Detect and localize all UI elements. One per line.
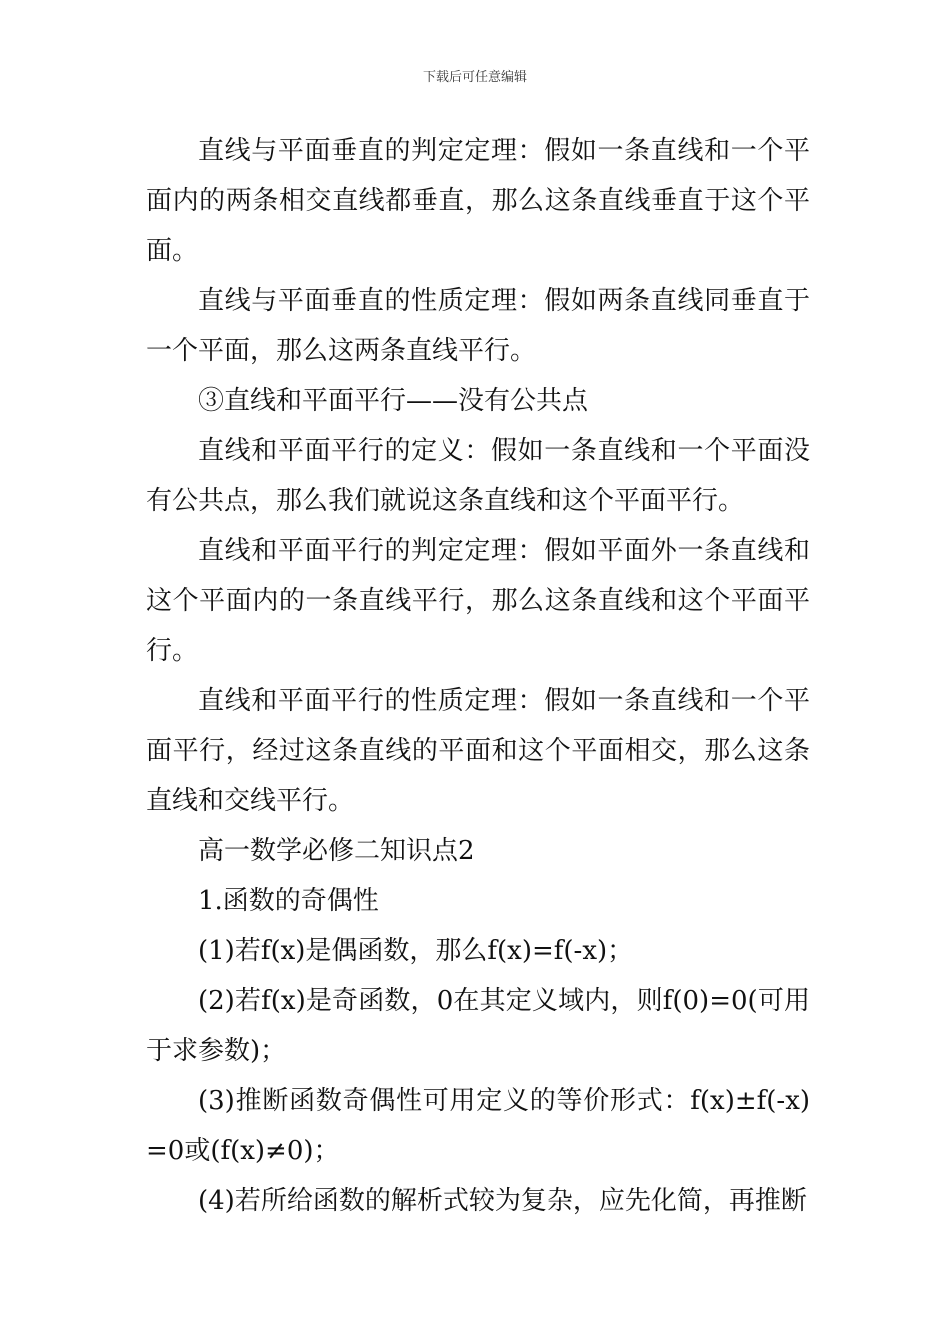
paragraph-parallel-property: 直线和平面平行的性质定理：假如一条直线和一个平面平行，经过这条直线的平面和这个平面相交，那么这条直线和交线平行。 xyxy=(146,686,810,816)
paragraph-parallel-heading: ③直线和平面平行——没有公共点 xyxy=(198,386,589,416)
paragraph-parallel-criterion: 直线和平面平行的判定定理：假如平面外一条直线和这个平面内的一条直线平行，那么这条直线和这个平面平行。 xyxy=(146,536,810,666)
page-header-note: 下载后可任意编辑 xyxy=(422,70,527,85)
section-heading-knowledge-2: 高一数学必修二知识点2 xyxy=(198,836,475,866)
list-item-odd-function: (2)若f(x)是奇函数，0在其定义域内，则f(0)=0(可用于求参数)； xyxy=(146,986,810,1066)
paragraph-perpendicular-criterion: 直线与平面垂直的判定定理：假如一条直线和一个平面内的两条相交直线都垂直，那么这条直线垂直于这个平面。 xyxy=(146,136,810,266)
subheading-function-parity: 1.函数的奇偶性 xyxy=(198,886,379,916)
list-item-even-function: (1)若f(x)是偶函数，那么f(x)=f(-x)； xyxy=(198,936,634,966)
paragraph-perpendicular-property: 直线与平面垂直的性质定理：假如两条直线同垂直于一个平面，那么这两条直线平行。 xyxy=(146,286,810,366)
document-body xyxy=(146,126,810,1226)
list-item-parity-equivalent-form: (3)推断函数奇偶性可用定义的等价形式：f(x)±f(-x)=0或(f(x)≠0)； xyxy=(146,1086,810,1166)
paragraph-parallel-definition: 直线和平面平行的定义：假如一条直线和一个平面没有公共点，那么我们就说这条直线和这个平面平行。 xyxy=(146,436,810,516)
list-item-simplify-first: (4)若所给函数的解析式较为复杂，应先化简，再推断 xyxy=(198,1186,807,1216)
